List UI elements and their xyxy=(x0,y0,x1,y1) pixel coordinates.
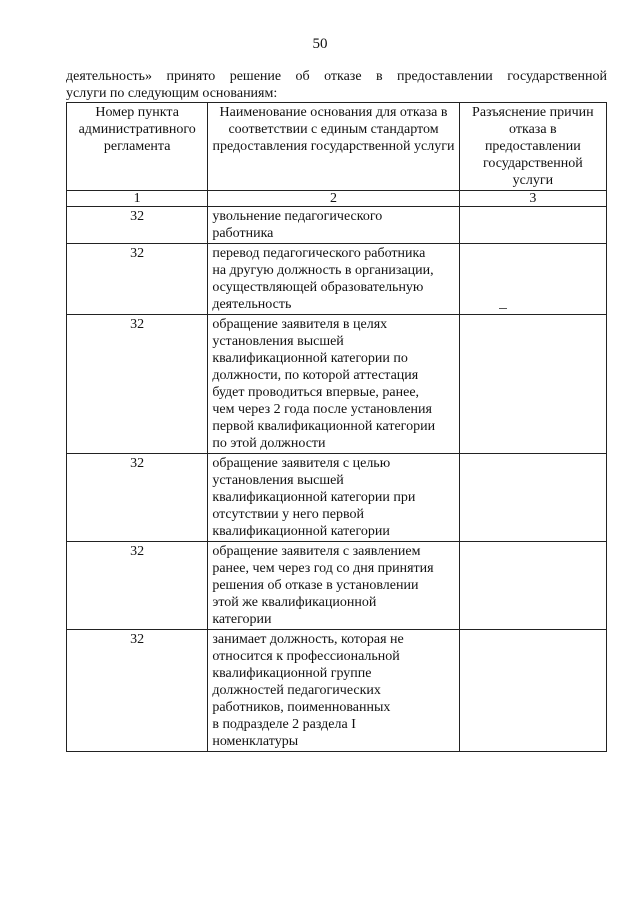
column-number: 1 xyxy=(67,191,208,207)
refusal-grounds-table xyxy=(66,102,607,752)
intro-paragraph xyxy=(66,68,607,102)
regulation-item-number: 32 xyxy=(67,630,208,752)
regulation-item-number: 32 xyxy=(67,244,208,315)
table-row xyxy=(67,315,607,454)
refusal-explanation-cell xyxy=(459,454,606,542)
table-row xyxy=(67,207,607,244)
header-regulation-item: Номер пункта административного регламента xyxy=(67,103,208,191)
regulation-item-number: 32 xyxy=(67,542,208,630)
header-refusal-ground: Наименование основания для отказа в соответствии с единым стандартом предоставления государственной услуги xyxy=(208,103,459,191)
regulation-item-number: 32 xyxy=(67,454,208,542)
refusal-ground-text: обращение заявителя с заявлением ранее, чем через год со дня принятия решения об отказе в установлении этой же квалификационной категории xyxy=(208,542,459,630)
refusal-explanation-cell xyxy=(459,542,606,630)
refusal-ground-text: обращение заявителя с целью установления высшей квалификационной категории при отсутствии у него первой квалификационной категории xyxy=(208,454,459,542)
refusal-explanation-cell xyxy=(459,630,606,752)
table-row xyxy=(67,542,607,630)
header-refusal-explanation: Разъяснение причин отказа в предоставлении государственной услуги xyxy=(459,103,606,191)
refusal-ground-text: увольнение педагогического работника xyxy=(208,207,459,244)
page-number: 50 xyxy=(312,36,328,52)
intro-line-2: услуги по следующим основаниям: xyxy=(66,86,278,101)
refusal-explanation-cell xyxy=(459,207,606,244)
column-number-row xyxy=(67,191,607,207)
column-number: 3 xyxy=(459,191,606,207)
table-row xyxy=(67,630,607,752)
regulation-item-number: 32 xyxy=(67,315,208,454)
column-number: 2 xyxy=(208,191,459,207)
refusal-ground-text: обращение заявителя в целях установления высшей квалификационной категории по должности, по которой аттестация будет проводиться впервые, ранее, чем через 2 года после установления первой квалификационной категории по этой должности xyxy=(208,315,459,454)
regulation-item-number: 32 xyxy=(67,207,208,244)
table-row xyxy=(67,244,607,315)
refusal-explanation-cell xyxy=(459,244,606,315)
refusal-explanation-cell xyxy=(459,315,606,454)
scan-mark xyxy=(499,308,507,309)
table-row xyxy=(67,454,607,542)
refusal-ground-text: занимает должность, которая не относится к профессиональной квалификационной группе должностей педагогических работников, поименнованных в подразделе 2 раздела I номенклатуры xyxy=(208,630,459,752)
intro-line-1: деятельность» принято решение об отказе в предоставлении государственной xyxy=(66,69,607,84)
refusal-ground-text: перевод педагогического работника на другую должность в организации, осуществляющей образовательную деятельность xyxy=(208,244,459,315)
table-header-row xyxy=(67,103,607,191)
